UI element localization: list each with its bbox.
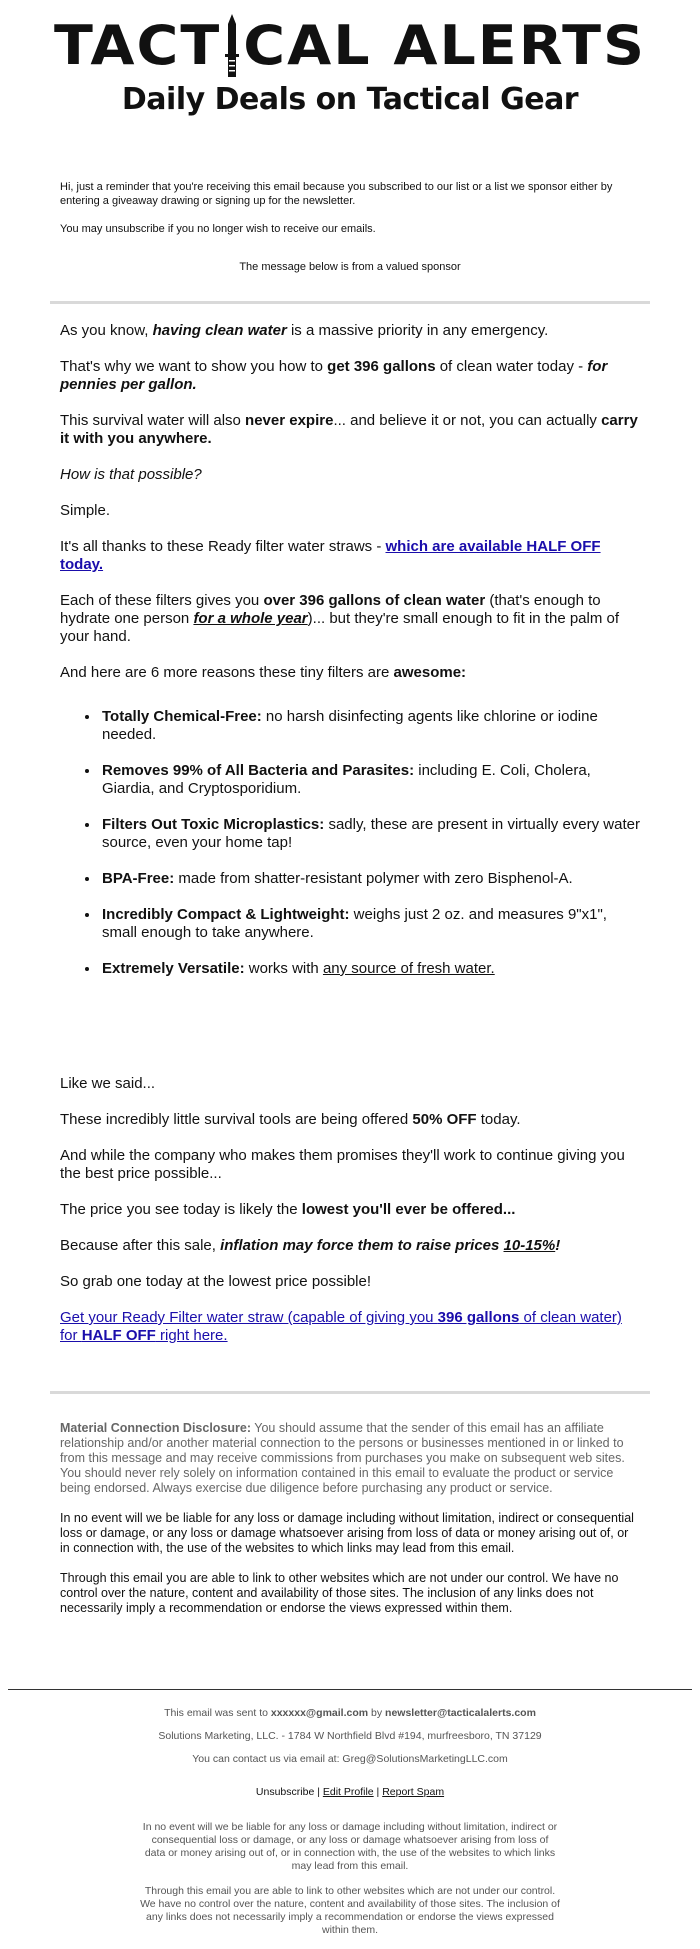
logo-title <box>0 14 700 80</box>
contact-line: You can contact us via email at: Greg@SolutionsMarketingLLC.com <box>192 1753 508 1765</box>
unsubscribe-link[interactable]: Unsubscribe <box>255 1786 315 1798</box>
logo-subtitle: Daily Deals on Tactical Gear <box>121 82 579 117</box>
divider-top <box>50 301 650 304</box>
paragraph: These incredibly little survival tools are being offered 50% OFF today. <box>60 1111 521 1128</box>
paragraph: That's why we want to show you how to get 396 gallons of clean water today - for pennies per gallon. <box>60 358 608 393</box>
paragraph: And while the company who makes them promises they'll work to continue giving you the best price possible... <box>60 1147 625 1182</box>
paragraph: And here are 6 more reasons these tiny filters are awesome: <box>60 664 467 681</box>
sent-to-line: This email was sent to xxxxxx@gmail.com by newsletter@tacticalalerts.com <box>164 1707 536 1719</box>
liability-disclaimer: In no event will we be liable for any loss or damage including without limitation, indirect or consequential loss or damage, or any loss or damage whatsoever arising from loss of data or money arising out of, or in connection with, the use of the websites to which links may lead from this email. <box>60 1511 634 1555</box>
list-item: • Incredibly Compact & Lightweight: weighs just 2 oz. and measures 9"x1", small enough to take anywhere. <box>100 906 640 942</box>
sponsor-message <box>60 322 640 996</box>
footer-links: Unsubscribe | Edit Profile | Report Spam <box>255 1786 445 1798</box>
paragraph: Like we said... <box>60 1075 156 1092</box>
sponsor-note: The message below is from a valued sponsor <box>239 261 461 273</box>
cta-link[interactable]: Get your Ready Filter water straw (capable of giving you 396 gallons of clean water) for HALF OFF right here. <box>60 1309 622 1344</box>
half-off-link[interactable]: which are available HALF OFF today. <box>60 538 601 573</box>
company-address: Solutions Marketing, LLC. - 1784 W Northfield Blvd #194, murfreesboro, TN 37129 <box>158 1730 542 1742</box>
intro-section <box>60 180 640 250</box>
paragraph: It's all thanks to these Ready filter water straws - which are available HALF OFF today. <box>60 538 601 573</box>
sponsor-message-closing <box>60 1075 640 1363</box>
logo-title-left: TACT <box>53 14 222 78</box>
knife-icon <box>223 14 241 80</box>
list-item: • Filters Out Toxic Microplastics: sadly, these are present in virtually every water source, even your home tap! <box>100 816 640 852</box>
reasons-list <box>60 708 640 978</box>
material-connection-disclosure: Material Connection Disclosure: You should assume that the sender of this email has an affiliate relationship and/or another material connection to the persons or businesses mentioned in or linked to from this message and may receive commissions from purchases you make on subsequent web sites. You should never rely solely on information contained in this email to evaluate the product or service being endorsed. Always exercise due diligence before purchasing any product or service. <box>60 1421 625 1495</box>
paragraph: The price you see today is likely the lowest you'll ever be offered... <box>60 1201 516 1218</box>
disclosure-section <box>60 1421 640 1631</box>
paragraph <box>60 1309 640 1345</box>
footer-fine-print <box>140 1821 560 1937</box>
paragraph: Each of these filters gives you over 396 gallons of clean water (that's enough to hydrate one person for a whole year)... but they're small enough to fit in the palm of your hand. <box>60 592 620 645</box>
logo-title-right: CAL ALERTS <box>243 14 647 78</box>
paragraph: Simple. <box>60 502 111 519</box>
list-item: • Removes 99% of All Bacteria and Parasites: including E. Coli, Cholera, Giardia, and Cryptosporidium. <box>100 762 640 798</box>
logo-header <box>0 14 700 118</box>
unsubscribe-note: You may unsubscribe if you no longer wish to receive our emails. <box>60 223 376 235</box>
footer <box>0 1707 700 1949</box>
edit-profile-link[interactable]: Edit Profile <box>322 1786 374 1798</box>
paragraph: Because after this sale, inflation may force them to raise prices 10-15%! <box>60 1237 561 1254</box>
paragraph: So grab one today at the lowest price possible! <box>60 1273 372 1290</box>
subscription-reminder: Hi, just a reminder that you're receiving this email because you subscribed to our list or a list we sponsor either by entering a giveaway drawing or signing up for the newsletter. <box>60 181 613 207</box>
paragraph: As you know, having clean water is a massive priority in any emergency. <box>60 322 549 339</box>
paragraph: This survival water will also never expire... and believe it or not, you can actually carry it with you anywhere. <box>60 412 638 447</box>
fine-print-external: Through this email you are able to link to other websites which are not under our control. We have no control over the nature, content and availability of those sites. The inclusion of any links does not necessarily imply a recommendation or endorse the views expressed within them. <box>140 1885 560 1936</box>
report-spam-link[interactable]: Report Spam <box>382 1786 445 1798</box>
fine-print-liability: In no event will we be liable for any loss or damage including without limitation, indirect or consequential loss or damage, or any loss or damage whatsoever arising from loss of data or money arising out of, or in connection with, the use of the websites to which links may lead from this email. <box>142 1821 558 1872</box>
divider-bottom <box>50 1391 650 1394</box>
paragraph: How is that possible? <box>60 466 202 483</box>
external-links-disclaimer: Through this email you are able to link to other websites which are not under our control. We have no control over the nature, content and availability of those sites. The inclusion of any links does not necessarily imply a recommendation or endorse the views expressed within them. <box>60 1571 619 1615</box>
footer-divider <box>8 1689 692 1690</box>
list-item: • Totally Chemical-Free: no harsh disinfecting agents like chlorine or iodine needed. <box>100 708 640 744</box>
list-item: • Extremely Versatile: works with any source of fresh water. <box>100 960 640 978</box>
list-item: • BPA-Free: made from shatter-resistant polymer with zero Bisphenol-A. <box>100 870 640 888</box>
